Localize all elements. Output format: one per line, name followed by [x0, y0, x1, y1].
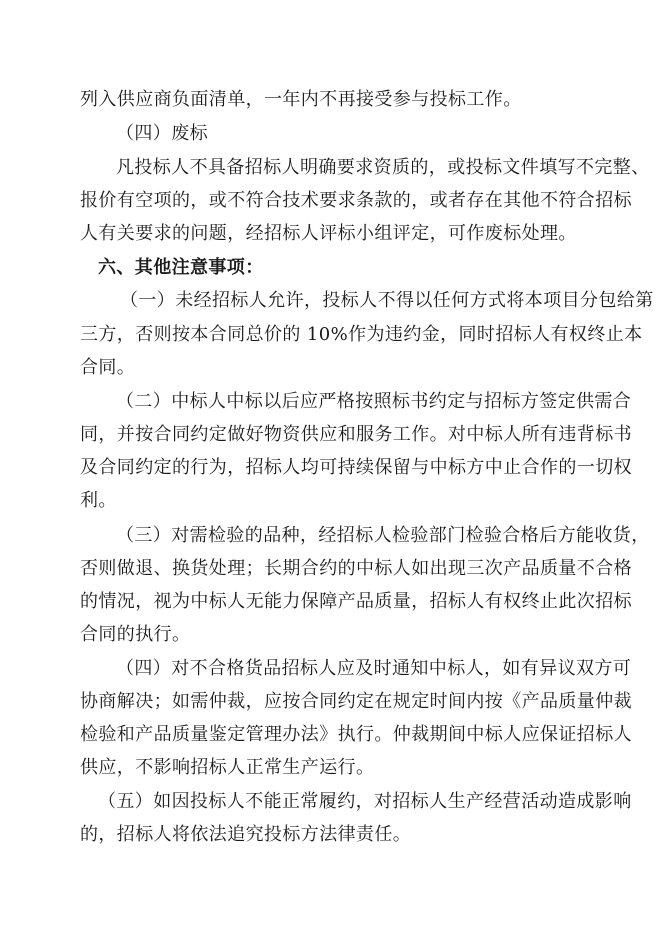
paragraph-line: 的，招标人将依法追究投标方法律责任。 — [80, 824, 412, 845]
paragraph-line: 检验和产品质量鉴定管理办法》执行。仲裁期间中标人应保证招标人 — [80, 724, 632, 745]
paragraph-line: 的情况，视为中标人无能力保障产品质量，招标人有权终止此次招标 — [80, 591, 632, 612]
paragraph-line: （二）中标人中标以后应严格按照标书约定与招标方签定供需合 — [116, 391, 632, 412]
paragraph-line: （五）如因投标人不能正常履约，对招标人生产经营活动造成影响 — [98, 791, 632, 812]
paragraph-line: 利。 — [80, 490, 117, 511]
paragraph-line: 三方，否则按本合同总价的 10%作为违约金，同时招标人有权终止本 — [80, 324, 643, 345]
paragraph-line: （四）对不合格货品招标人应及时通知中标人，如有异议双方可 — [116, 658, 632, 679]
paragraph-line: 合同的执行。 — [80, 624, 191, 645]
paragraph-line: 报价有空项的，或不符合技术要求条款的，或者存在其他不符合招标 — [80, 190, 632, 211]
paragraph-line: （一）未经招标人允许，投标人不得以任何方式将本项目分包给第 — [120, 290, 654, 311]
paragraph-line: （三）对需检验的品种，经招标人检验部门检验合格后方能收货， — [116, 525, 650, 546]
paragraph-line: 列入供应商负面清单，一年内不再接受参与投标工作。 — [80, 89, 522, 110]
section-heading-fei-biao: （四）废标 — [116, 123, 208, 144]
paragraph-line: 人有关要求的问题，经招标人评标小组评定，可作废标处理。 — [80, 223, 577, 244]
paragraph-line: 凡投标人不具备招标人明确要求资质的，或投标文件填写不完整、 — [116, 157, 650, 178]
paragraph-line: 同，并按合同约定做好物资供应和服务工作。对中标人所有违背标书 — [80, 424, 632, 445]
paragraph-line: 否则做退、换货处理；长期合约的中标人如出现三次产品质量不合格 — [80, 558, 632, 579]
paragraph-line: 及合同约定的行为，招标人均可持续保留与中标方中止合作的一切权 — [80, 457, 632, 478]
paragraph-line: 协商解决；如需仲裁，应按合同约定在规定时间内按《产品质量仲裁 — [80, 691, 632, 712]
section-heading-other-notes: 六、其他注意事项： — [98, 257, 264, 278]
paragraph-line: 合同。 — [80, 357, 136, 378]
paragraph-line: 供应，不影响招标人正常生产运行。 — [80, 757, 375, 778]
